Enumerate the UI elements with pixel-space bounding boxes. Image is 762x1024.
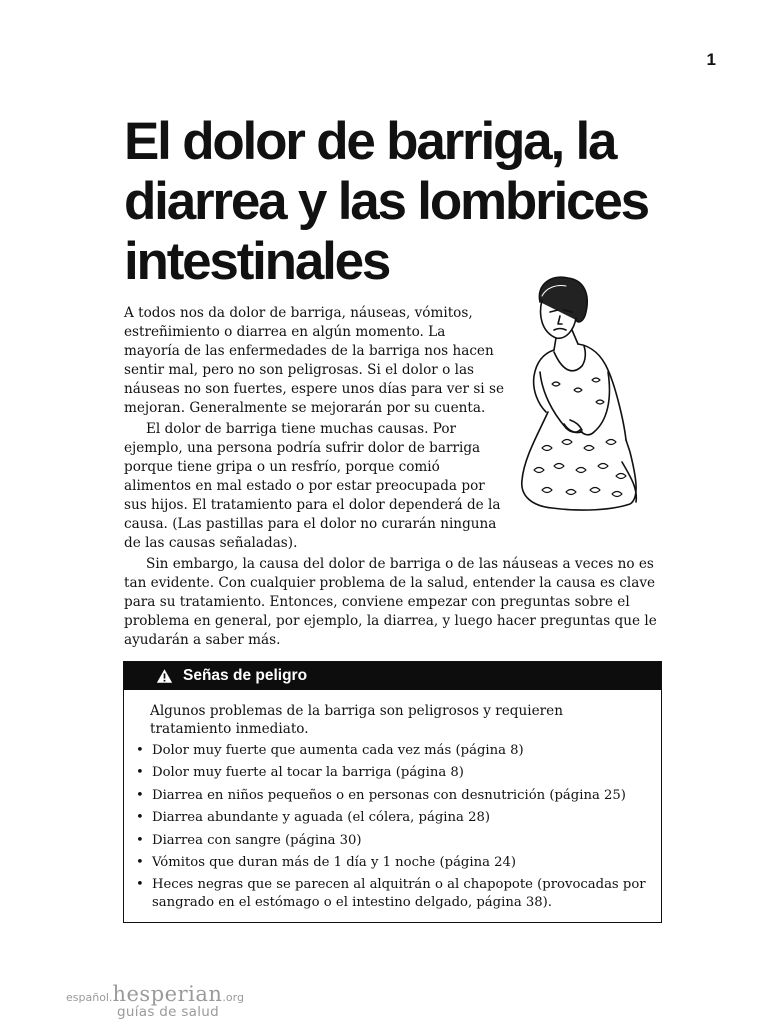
hesperian-logo [66,982,244,1020]
causes-paragraph: El dolor de barriga tiene muchas causas. Por ejemplo, una persona podría sufrir dolor de barriga porque tiene gripa o un resfrío, porque comió alimentos en mal estado o por estar preocupada por sus hijos. El tratamiento para el dolor dependerá de la causa. (Las pastillas para el dolor no curarán ninguna de las causas señaladas). [124,421,501,551]
danger-signs-header [124,662,661,690]
danger-signs-title: Señas de peligro [183,667,308,684]
danger-signs-box [123,661,662,923]
danger-signs-intro: Algunos problemas de la barriga son peligrosos y requieren tratamiento inmediato. [150,703,563,737]
list-item: • Vómitos que duran más de 1 día y 1 noche (página 24) [136,854,517,870]
logo-tagline: guías de salud [117,1004,220,1020]
logo-suffix: .org [222,991,244,1004]
danger-signs-list [124,742,661,912]
logo-brand: hesperian [112,982,223,1006]
warning-icon [156,668,173,684]
page-title: El dolor de barriga, la diarrea y las lombrices intestinales [124,112,648,291]
logo-prefix: español. [66,991,113,1004]
list-item: • Dolor muy fuerte que aumenta cada vez más (página 8) [136,743,524,758]
list-item: • Diarrea con sangre (página 30) [136,832,362,848]
intro-paragraph: A todos nos da dolor de barriga, náuseas, vómitos, estreñimiento o diarrea en algún momento. La mayoría de las enfermedades de la barriga nos hacen sentir mal, pero no son peligrosas. Si el dolor o las náuseas no son fuertes, espere unos días para ver si se mejoran. Generalmente se mejorarán por su cuenta. [124,305,505,416]
list-item: • Diarrea en niños pequeños o en personas con desnutrición (página 25) [136,787,626,803]
list-item: • Diarrea abundante y aguada (el cólera, página 28) [136,810,490,826]
diagnosis-paragraph: Sin embargo, la causa del dolor de barriga o de las náuseas a veces no es tan evidente. Con cualquier problema de la salud, entender la causa es clave para su tratamiento. Entonces, conviene empezar con preguntas sobre el problema en general, por ejemplo, la diarrea, y luego hacer preguntas que le ayudarán a saber más. [124,556,657,648]
list-item: • Heces negras que se parecen al alquitrán o al chapopote (provocadas por sangrado en el estómago o el intestino delgado, página 38). [136,877,646,911]
kneeling-woman-illustration [512,272,647,522]
page-number: 1 [706,50,716,69]
list-item: • Dolor muy fuerte al tocar la barriga (página 8) [136,765,464,781]
